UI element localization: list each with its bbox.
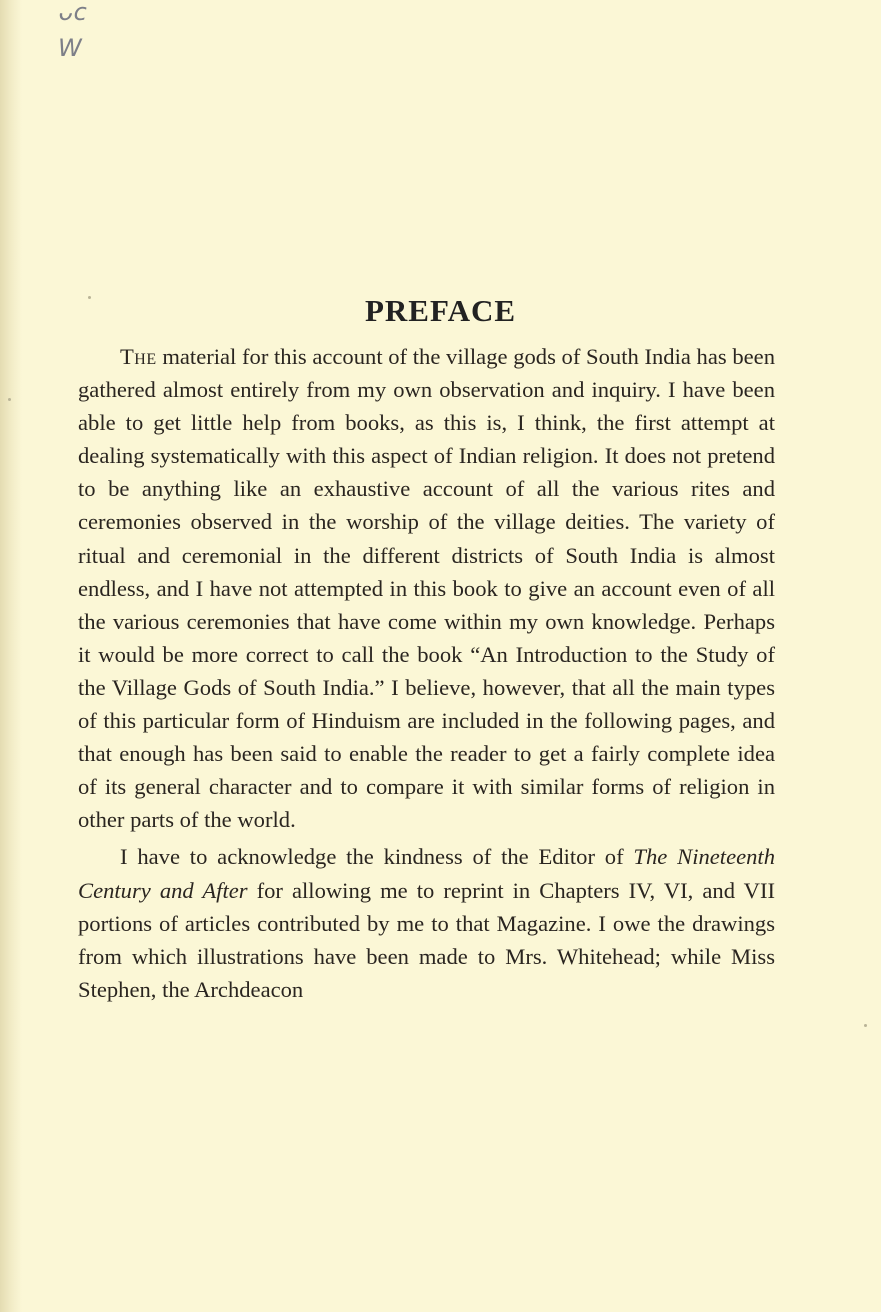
paragraph-1-text: material for this account of the village gods of South India has been gathered almost entirely from my own observation and inquiry. I have been able to get little help from books, as this is, I think, the first attempt at dealing systematically with this aspect of Indian religion. It does not pretend to be anything like an exhaustive account of all the various rites and ceremonies observed in the worship of the village deities. The variety of ritual and ceremonial in the different districts of South India is almost endless, and I have not attempted in this book to give an account even of all the various ceremonies that have come within my own knowledge. Perhaps it would be more correct to call the book “An Introduction to the Study of the Village Gods of South India.” I believe, however, that all the main types of this particular form of Hinduism are included in the following pages, and that enough has been said to enable the reader to get a fairly complete idea of its general character and to compare it with similar forms of religion in other parts of the world. — [78, 344, 775, 833]
page-edge-shadow — [0, 0, 22, 1312]
periodical-title: The Nineteenth Century and After — [78, 844, 775, 903]
opening-word: The — [120, 344, 157, 369]
paper-speck — [864, 1024, 867, 1027]
page-title: PREFACE — [364, 292, 517, 328]
marginalia-line-1: ᴗᴄ — [58, 0, 88, 26]
paragraph-2-text-end: for allowing me to reprint in Chapters IV, VI, and VII portions of articles contributed by me to that Magazine. I owe the drawings from which illustrations have been made to Mrs. Whitehead; while Miss Stephen, the Archdeacon — [78, 877, 775, 1002]
preface-body — [78, 340, 775, 1006]
paragraph-1 — [78, 340, 775, 836]
handwritten-marginalia — [58, 0, 88, 66]
paper-speck — [8, 398, 11, 401]
marginalia-line-2: W — [58, 34, 83, 62]
paragraph-2-text-start: I have to acknowledge the kindness of the Editor of — [120, 844, 634, 870]
paragraph-2 — [78, 840, 775, 1005]
